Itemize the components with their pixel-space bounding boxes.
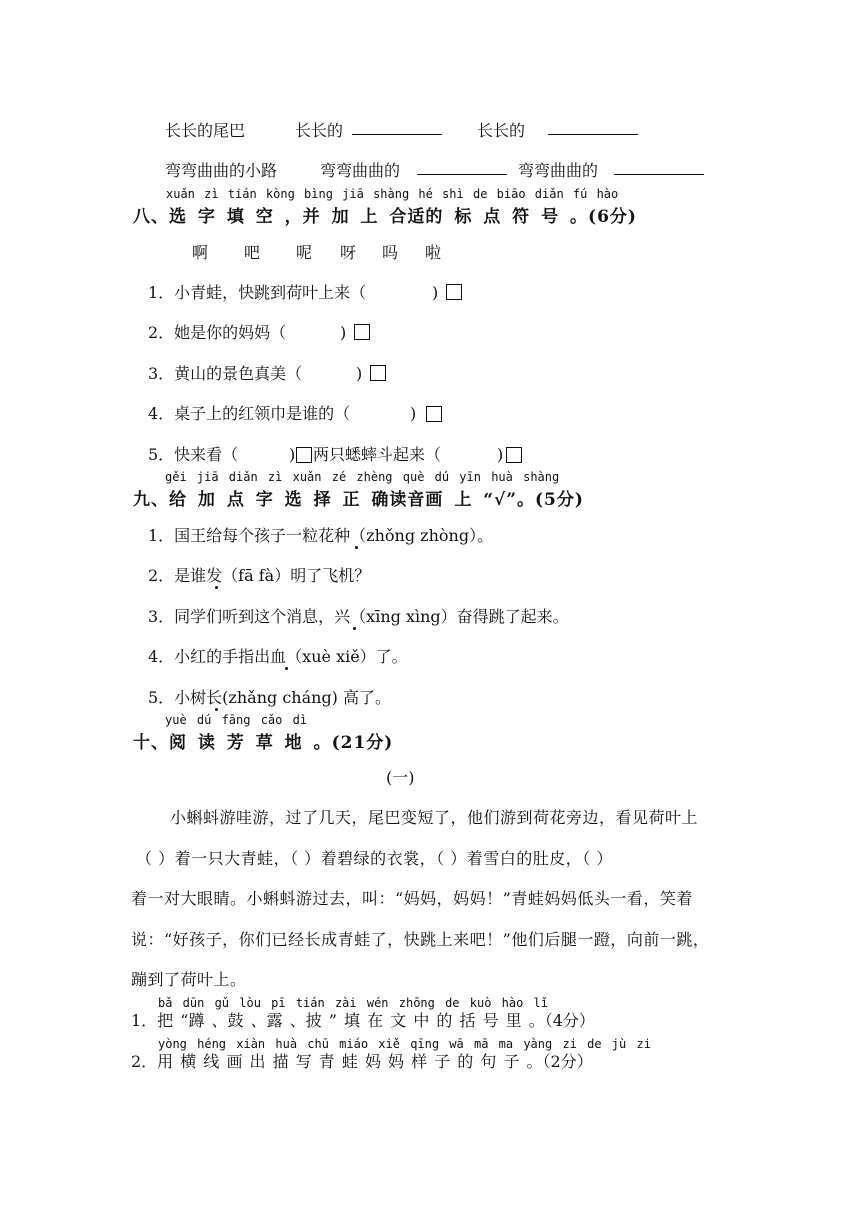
punctuation-box[interactable] <box>370 365 386 381</box>
emphasis-dot <box>355 546 358 549</box>
item-text: 1．小青蛙，快跳到荷叶上来（ <box>148 283 367 302</box>
passage-line: 说：“好孩子，你们已经长成青蛙了，快跳上来吧！”他们后腿一蹬，向前一跳， <box>131 930 710 949</box>
phrase-text: 弯弯曲曲的 <box>518 161 599 180</box>
punctuation-box[interactable] <box>506 447 522 463</box>
item-text: 3．黄山的景色真美（ <box>148 364 303 383</box>
close-paren: ) <box>289 445 296 464</box>
passage-line: 蹦到了荷叶上。 <box>131 970 247 989</box>
punctuation-box[interactable] <box>446 284 462 300</box>
emphasis-dot <box>215 708 218 711</box>
question-text: 1．把 “蹲 、鼓 、露 、披 ” 填 在 文 中 的 括 号 里 。（4分） <box>131 1011 595 1030</box>
item-text: 3．同学们听到这个消息，兴（xīng xìng）奋得跳了起来。 <box>148 607 569 626</box>
section8-pinyin: xuǎn zì tián kòng bìng jiā shàng hé shì de biāo diǎn fú hào <box>166 187 619 201</box>
phrase-text: 弯弯曲曲的 <box>320 161 401 180</box>
question-pinyin: bǎ dūn gǔ lòu pī tián zài wén zhōng de kuò hào lǐ <box>158 996 549 1010</box>
section9-title: 九、给 加 点 字 选 择 正 确读音画 上 “√”。(5分) <box>133 490 584 510</box>
answer-blank[interactable] <box>548 134 638 135</box>
punctuation-box[interactable] <box>354 324 370 340</box>
item-text: 4．桌子上的红领巾是谁的（ <box>148 404 351 423</box>
word-option: 呀 <box>340 243 357 262</box>
answer-blank[interactable] <box>417 174 507 175</box>
word-option: 啦 <box>425 243 442 262</box>
word-option: 吗 <box>382 243 399 262</box>
close-paren: ) <box>340 323 347 342</box>
item-text: 2．她是你的妈妈（ <box>148 323 287 342</box>
section10-title: 十、阅 读 芳 草 地 。(21分) <box>133 733 394 753</box>
close-paren: ) <box>410 404 417 423</box>
item-text: 1．国王给每个孩子一粒花种（zhǒng zhòng）。 <box>148 526 494 545</box>
punctuation-box[interactable] <box>296 447 312 463</box>
section8-title: 八、选 字 填 空 ，并 加 上 合适的 标 点 符 号 。(6分) <box>133 207 637 227</box>
phrase-text: 长长的尾巴 <box>165 121 246 140</box>
passage-subtitle: (一) <box>386 768 415 787</box>
section10-pinyin: yuè dú fāng cǎo dì <box>165 713 308 727</box>
close-paren: ) <box>356 364 363 383</box>
emphasis-dot <box>215 586 218 589</box>
passage-line: 小蝌蚪游哇游，过了几天，尾巴变短了，他们游到荷花旁边，看见荷叶上 <box>170 808 699 827</box>
passage-line: 着一对大眼睛。小蝌蚪游过去，叫：“妈妈，妈妈！”青蛙妈妈低头一看，笑着 <box>131 889 693 908</box>
word-option: 呢 <box>296 243 313 262</box>
emphasis-dot <box>285 667 288 670</box>
question-text: 2．用 横 线 画 出 描 写 青 蛙 妈 妈 样 子 的 句 子 。（2分） <box>131 1052 593 1071</box>
passage-line: （ ）着一只大青蛙，（ ）着碧绿的衣裳，（ ）着雪白的肚皮，（ ） <box>136 849 613 868</box>
word-option: 啊 <box>192 243 209 262</box>
item-text: 4．小红的手指出血（xuè xiě）了。 <box>148 647 408 666</box>
item-text: 两只蟋蟀斗起来（ <box>313 445 442 464</box>
emphasis-dot <box>353 627 356 630</box>
phrase-text: 弯弯曲曲的小路 <box>165 161 278 180</box>
phrase-text: 长长的 <box>295 121 344 140</box>
section9-pinyin: gěi jiā diǎn zì xuǎn zé zhèng què dú yīn huà shàng <box>165 470 560 484</box>
close-paren: ) <box>497 445 504 464</box>
item-text: 5．小树长(zhǎng cháng) 高了。 <box>148 688 392 707</box>
close-paren: ) <box>432 283 439 302</box>
question-pinyin: yòng héng xiàn huà chū miáo xiě qīng wā mā ma yàng zi de jù zi <box>158 1037 651 1051</box>
answer-blank[interactable] <box>352 134 442 135</box>
word-option: 吧 <box>244 243 261 262</box>
phrase-text: 长长的 <box>477 121 526 140</box>
answer-blank[interactable] <box>614 174 704 175</box>
item-text: 2．是谁发（fā fà）明了飞机？ <box>148 566 371 585</box>
punctuation-box[interactable] <box>426 406 442 422</box>
item-text: 5．快来看（ <box>148 445 239 464</box>
